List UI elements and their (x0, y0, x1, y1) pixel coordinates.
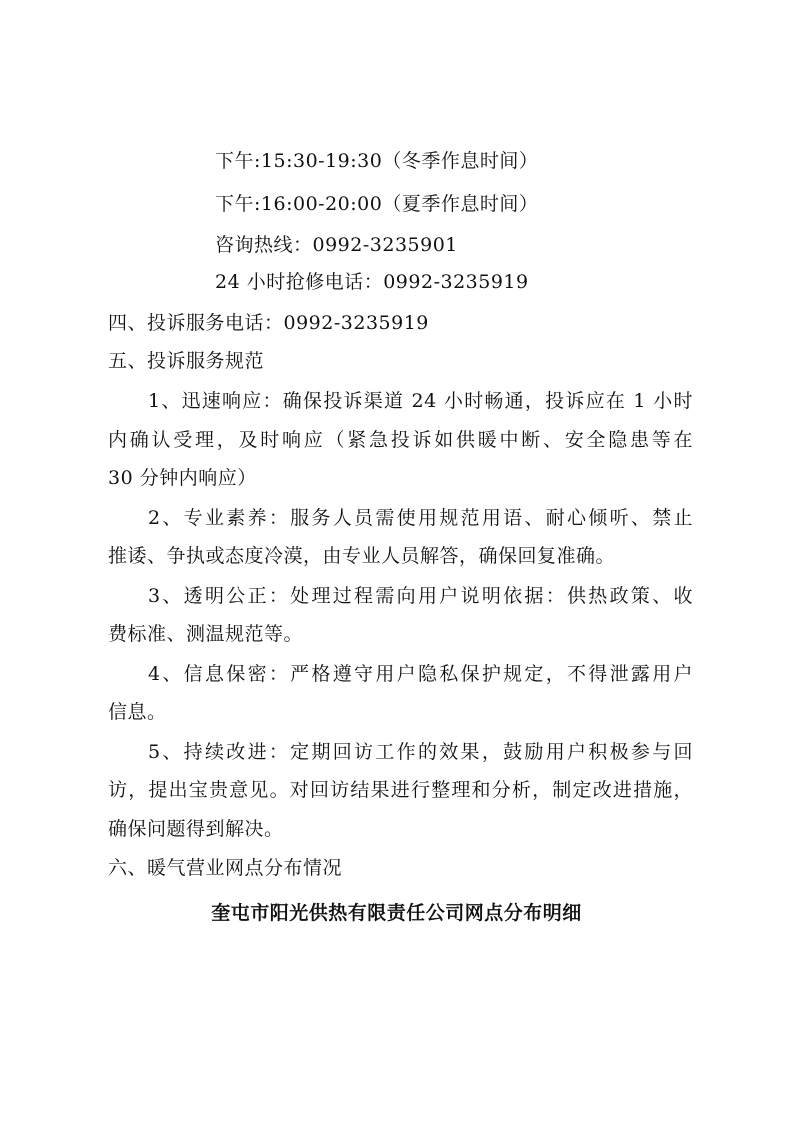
item-1-line-1: 1、迅速响应：确保投诉渠道 24 小时畅通，投诉应在 1 小时 (148, 390, 693, 412)
item-1-line-3: 30 分钟内响应） (108, 467, 257, 489)
item-2-line-1: 2、专业素养：服务人员需使用规范用语、耐心倾听、禁止 (148, 507, 693, 529)
section-5-heading: 五、投诉服务规范 (108, 350, 265, 372)
summer-hours: 下午:16:00-20:00（夏季作息时间） (215, 193, 539, 215)
item-5-line-1: 5、持续改进：定期回访工作的效果，鼓励用户积极参与回 (148, 741, 693, 763)
section-6-heading: 六、暖气营业网点分布情况 (108, 857, 343, 879)
item-4-line-1: 4、信息保密：严格遵守用户隐私保护规定，不得泄露用户 (148, 663, 693, 685)
item-5-line-3: 确保问题得到解决。 (108, 818, 284, 840)
section-4-heading: 四、投诉服务电话：0992-3235919 (108, 312, 429, 334)
item-3-line-1: 3、透明公正：处理过程需向用户说明依据：供热政策、收 (148, 585, 693, 607)
repair-hotline: 24 小时抢修电话：0992-3235919 (215, 271, 529, 293)
item-4-line-2: 信息。 (108, 701, 167, 723)
item-3-line-2: 费标准、测温规范等。 (108, 623, 304, 645)
winter-hours: 下午:15:30-19:30（冬季作息时间） (215, 150, 539, 172)
table-title: 奎屯市阳光供热有限责任公司网点分布明细 (211, 902, 582, 924)
item-5-line-2: 访，提出宝贵意见。对回访结果进行整理和分析，制定改进措施， (108, 779, 693, 801)
consult-hotline: 咨询热线：0992-3235901 (215, 234, 458, 256)
item-2-line-2: 推诿、争执或态度冷漠，由专业人员解答，确保回复准确。 (108, 545, 616, 567)
item-1-line-2: 内确认受理，及时响应（紧急投诉如供暖中断、安全隐患等在 (108, 429, 693, 451)
